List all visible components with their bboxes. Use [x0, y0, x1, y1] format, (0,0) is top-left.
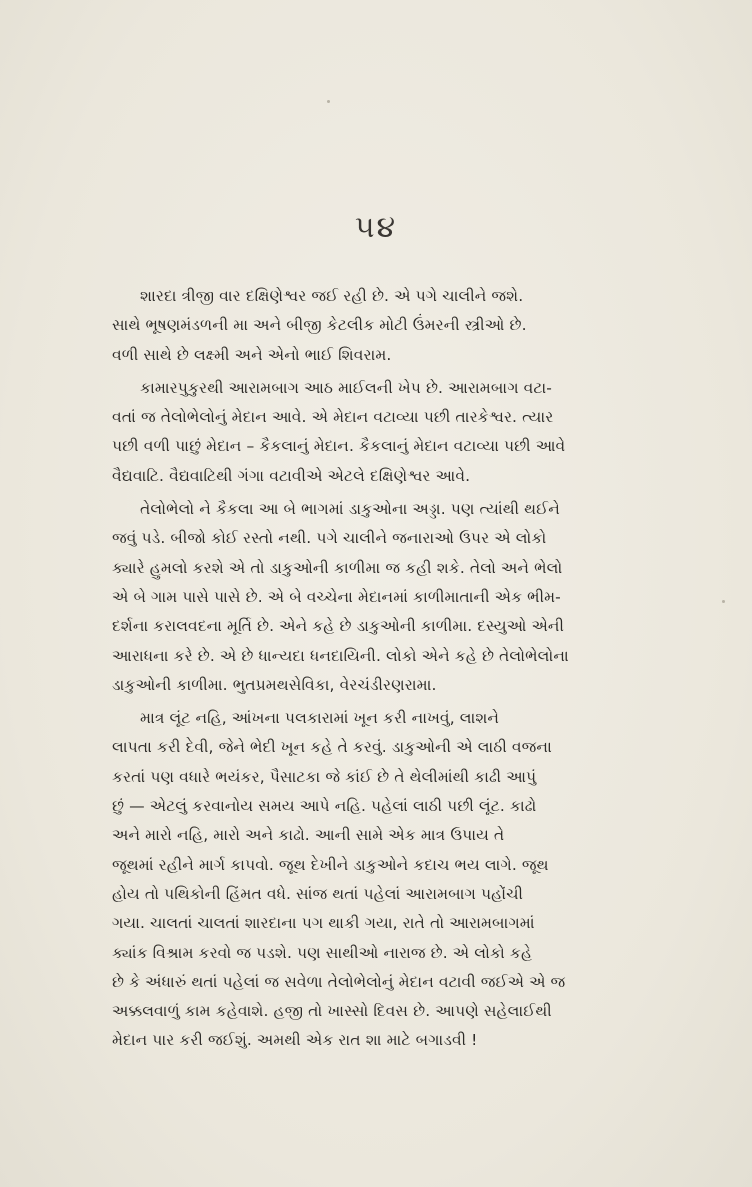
text-line: લાપતા કરી દેવી, જેને ભેદી ખૂન કહે તે કરવું. ડાકુઓની એ લાઠી વજના [112, 738, 552, 757]
text-line: તેલોભેલો ને કૈકલા આ બે ભાગમાં ડાકુઓના અડ્ડા. પણ ત્યાંથી થઈને [140, 500, 560, 519]
text-line: કામારપુકુરથી આરામબાગ આઠ માઈલની ખેપ છે. આરામબાગ વટા- [140, 378, 552, 397]
paragraph [112, 495, 672, 700]
text-line: ક્યાંક વિશ્રામ કરવો જ પડશે. પણ સાથીઓ નારાજ છે. એ લોકો કહે [112, 943, 533, 962]
text-line: એ બે ગામ પાસે પાસે છે. એ બે વચ્ચેના મેદાનમાં કાળીમાતાની એક ભીમ- [112, 587, 561, 606]
text-line: વતાં જ તેલોભેલોનું મેદાન આવે. એ મેદાન વટાવ્યા પછી તારકેશ્વર. ત્યાર [112, 408, 554, 427]
text-line: અક્કલવાળું કામ કહેવાશે. હજી તો ખાસ્સો દિવસ છે. આપણે સહેલાઈથી [112, 1002, 552, 1021]
paper-speck [722, 600, 725, 603]
text-line: કરતાં પણ વધારે ભયંકર, પૈસાટકા જે કાંઈ છે તે થેલીમાંથી કાઢી આપું [112, 767, 537, 786]
text-line: જવું પડે. બીજો કોઈ રસ્તો નથી. પગે ચાલીને જનારાઓ ઉપર એ લોકો [112, 529, 547, 548]
text-line: છું — એટલું કરવાનોય સમય આપે નહિ. પહેલાં લાઠી પછી લૂંટ. કાઢો [112, 797, 537, 816]
text-line: અને મારો નહિ, મારો અને કાઢો. આની સામે એક માત્ર ઉપાય તે [112, 826, 505, 845]
text-line: ગયા. ચાલતાં ચાલતાં શારદાના પગ થાકી ગયા, રાતે તો આરામબાગમાં [112, 914, 535, 933]
text-line: છે કે અંધારું થતાં પહેલાં જ સવેળા તેલોભેલોનું મેદાન વટાવી જઈએ એ જ [112, 972, 566, 991]
paragraph [112, 282, 672, 370]
text-line: દર્શના કરાલવદના મૂર્તિ છે. એને કહે છે ડાકુઓની કાળીમા. દસ્યુઓ એની [112, 617, 565, 636]
text-line: શારદા ત્રીજી વાર દક્ષિણેશ્વર જઈ રહી છે. એ પગે ચાલીને જશે. [140, 287, 524, 305]
chapter-body [112, 282, 672, 1056]
text-line: પછી વળી પાછું મેદાન – કૈકલાનું મેદાન. કૈકલાનું મેદાન વટાવ્યા પછી આવે [112, 437, 566, 456]
text-line: મેદાન પાર કરી જઈશું. અમથી એક રાત શા માટે બગાડવી ! [112, 1031, 478, 1050]
paragraph [112, 704, 672, 1056]
text-line: ક્યારે હુમલો કરશે એ તો ડાકુઓની કાળીમા જ કહી શકે. તેલો અને ભેલો [112, 558, 563, 577]
text-line: વૈદ્યવાટિ. વૈદ્યવાટિથી ગંગા વટાવીએ એટલે દક્ષિણેશ્વર આવે. [112, 466, 471, 485]
text-line: આરાધના કરે છે. એ છે ધાન્યદા ધનદાયિની. લોકો એને કહે છે તેલોભેલોના [112, 646, 569, 665]
text-line: વળી સાથે છે લક્ષ્મી અને એનો ભાઈ શિવરામ. [112, 345, 392, 364]
text-line: ડાકુઓની કાળીમા. ભુતપ્રમથસેવિકા, વેરચંડીરણરામા. [112, 675, 437, 694]
paper-speck [327, 100, 330, 103]
text-line: માત્ર લૂંટ નહિ, આંખના પલકારામાં ખૂન કરી નાખવું, લાશને [140, 709, 500, 728]
text-line: જૂથમાં રહીને માર્ગ કાપવો. જૂથ દેખીને ડાકુઓને કદાચ ભય લાગે. જૂથ [112, 855, 549, 874]
paragraph [112, 374, 672, 491]
text-line: હોય તો પથિકોની હિંમત વધે. સાંજ થતાં પહેલાં આરામબાગ પહોંચી [112, 884, 524, 903]
text-line: સાથે ભૂષણમંડળની મા અને બીજી કેટલીક મોટી ઉંમરની સ્ત્રીઓ છે. [112, 316, 527, 335]
chapter-number: ૫૪ [354, 210, 398, 245]
